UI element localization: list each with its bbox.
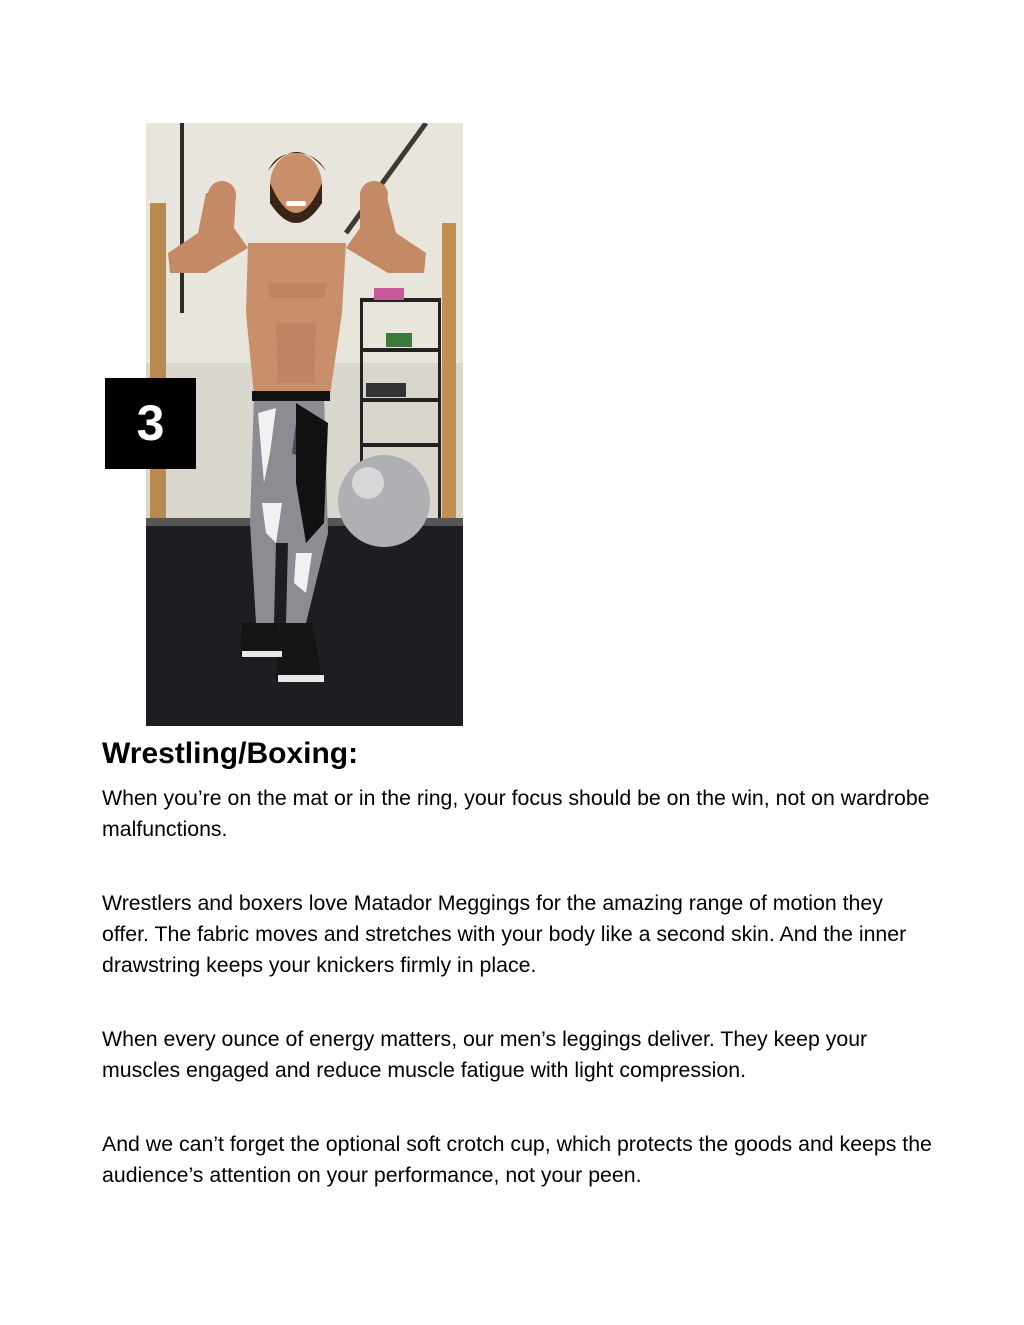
paragraph-compression: When every ounce of energy matters, our men’s leggings deliver. They keep your muscles engaged and reduce muscle fatigue with light compression. [102,1027,868,1082]
section-title: Wrestling/Boxing: [102,737,359,770]
paragraph-intro: When you’re on the mat or in the ring, your focus should be on the win, not on wardrobe malfunctions. [102,786,930,841]
step-number-badge: 3 [105,378,196,469]
paragraph-range-of-motion: Wrestlers and boxers love Matador Meggings for the amazing range of motion they offer. The fabric moves and stretches with your body like a second skin. And the inner drawstring keeps your knickers firmly in place. [102,891,907,977]
paragraph-crotch-cup: And we can’t forget the optional soft crotch cup, which protects the goods and keeps the audience’s attention on your performance, not your peen. [102,1132,932,1187]
